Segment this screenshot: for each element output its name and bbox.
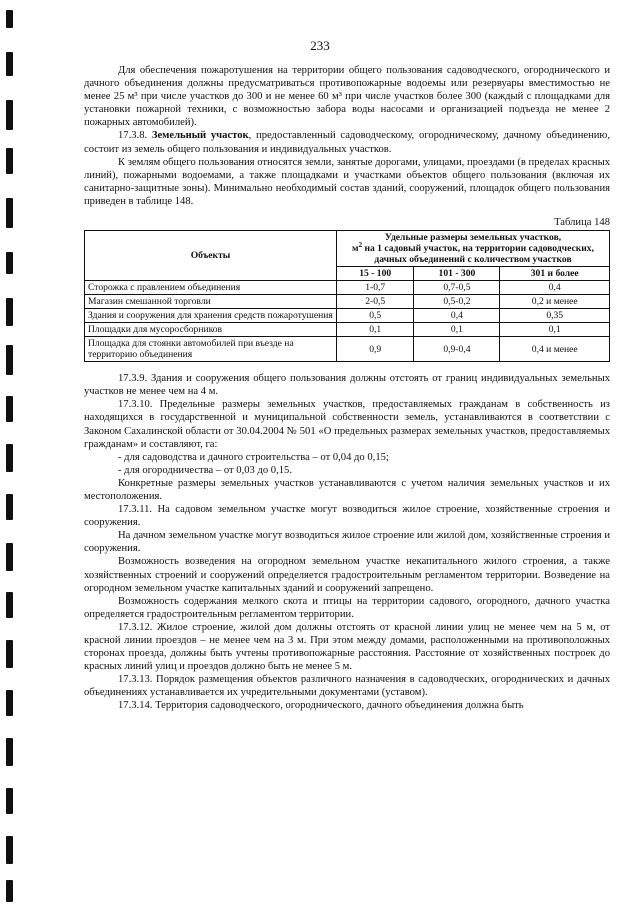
- binding-mark: [6, 100, 13, 130]
- term-heading: Земельный участок: [151, 130, 249, 142]
- table-row: [85, 323, 610, 337]
- binding-mark: [6, 494, 13, 520]
- cell-value: 0,9: [337, 337, 414, 362]
- header-group-rest: на 1 садовый участок, на территории садоводческих, дачных объединений с количеством участков: [362, 243, 594, 266]
- binding-mark: [6, 396, 13, 422]
- binding-mark: [6, 10, 13, 28]
- table-row: [85, 281, 610, 295]
- row-name: Площадки для мусоросборников: [85, 323, 337, 337]
- subheader-101-300: 101 - 300: [414, 267, 500, 281]
- binding-mark: [6, 592, 13, 618]
- binding-mark: [6, 345, 13, 375]
- paragraph-17-3-14: 17.3.14. Территория садоводческого, огороднического, дачного объединения должна быть: [118, 700, 524, 712]
- cell-value: 0,4: [414, 309, 500, 323]
- binding-mark: [6, 252, 13, 274]
- cell-value: 0,1: [500, 323, 610, 337]
- clause-text: , предоставленный садоводческому, огородническому, дачному объединению, состоит из земель общего пользования и индивидуальных участков.: [84, 130, 610, 155]
- cell-value: 0,4: [500, 281, 610, 295]
- paragraph-17-3-8: [84, 129, 610, 155]
- paragraph-17-3-10: 17.3.10. Предельные размеры земельных участков, предоставляемых гражданам в собственность из находящихся в государственной и муниципальной собственности земель, устанавливаются в соответствии с Законом Сахалинской области от 30.04.2004 № 501 «О предельных размерах земельных участков, предоставляемых гражданам» и составляют, га:: [84, 399, 610, 450]
- paragraph-17-3-9: 17.3.9. Здания и сооружения общего пользования должны отстоять от границ индивидуальных земельных участков не менее чем на 4 м.: [84, 373, 610, 398]
- cell-value: 0,7-0,5: [414, 281, 500, 295]
- cell-value: 0,5-0,2: [414, 295, 500, 309]
- header-unit: м: [352, 243, 359, 255]
- binding-mark: [6, 148, 13, 174]
- paragraph-17-3-12: 17.3.12. Жилое строение, жилой дом должны отстоять от красной линии улиц не менее чем на 5 м, от красной линии проездов – не менее чем на 3 м. При этом между домами, расположенными на противоположных сторонах проезда, должны быть учтены противопожарные расстояния. Расстояние от хозяйственных построек до красных линий улиц и проездов должно быть не менее 5 м.: [84, 621, 610, 673]
- binding-mark: [6, 738, 13, 766]
- cell-value: 0,2 и менее: [500, 295, 610, 309]
- row-name: Магазин смешанной торговли: [85, 295, 337, 309]
- subheader-15-100: 15 - 100: [337, 267, 414, 281]
- cell-value: 0,9-0,4: [414, 337, 500, 362]
- binding-mark: [6, 198, 13, 228]
- paragraph: На дачном земельном участке могут возводиться жилое строение или жилой дом, хозяйственные строения и сооружения.: [84, 530, 610, 555]
- binding-strip: [6, 0, 15, 905]
- cell-value: 0,5: [337, 309, 414, 323]
- header-group-line1: Удельные размеры земельных участков,: [384, 232, 562, 244]
- cell-value: 0,1: [337, 323, 414, 337]
- binding-mark: [6, 543, 13, 571]
- page-number: 233: [310, 38, 330, 53]
- header-group: [337, 231, 610, 267]
- header-objects: Объекты: [85, 231, 337, 281]
- cell-value: 0,4 и менее: [500, 337, 610, 362]
- paragraph: Возможность содержания мелкого скота и птицы на территории садового, огородного, дачного участка определяется градостроительным регламентом территории.: [84, 595, 610, 620]
- cell-value: 2-0,5: [337, 295, 414, 309]
- cell-value: 0,35: [500, 309, 610, 323]
- subheader-301-plus: 301 и более: [500, 267, 610, 281]
- page-content: [84, 64, 610, 713]
- table-caption: Таблица 148: [554, 217, 610, 229]
- table-row: [85, 295, 610, 309]
- row-name: Здания и сооружения для хранения средств пожаротушения: [85, 309, 337, 323]
- body-section: [84, 372, 610, 712]
- row-name: Площадка для стоянки автомобилей при въезде на территорию объединения: [85, 337, 337, 362]
- binding-mark: [6, 836, 13, 864]
- table-row: [85, 337, 610, 362]
- binding-mark: [6, 52, 13, 76]
- clause-number: 17.3.8.: [118, 130, 148, 142]
- paragraph: К землям общего пользования относятся земли, занятые дорогами, улицами, проездами (в пределах красных линий), пожарными водоемами, а также площадками и участками объектов общего пользования (включая их санитарно-защитные зоны). Минимально необходимый состав зданий, сооружений, площадок общего пользования приведен в таблице 148.: [84, 156, 610, 207]
- paragraph: Конкретные размеры земельных участков устанавливаются с учетом наличия земельных участков и их местоположения.: [84, 477, 610, 502]
- binding-mark: [6, 690, 13, 716]
- list-item: - для садоводства и дачного строительства – от 0,04 до 0,15;: [118, 451, 389, 463]
- header-unit-sup: 2: [358, 240, 363, 249]
- list-item: - для огородничества – от 0,03 до 0,15.: [118, 464, 292, 476]
- binding-mark: [6, 788, 13, 814]
- paragraph: Для обеспечения пожаротушения на территории общего пользования садоводческого, огороднического и дачного объединения должны предусматриваться противопожарные водоемы или резервуары вместимостью не менее 25 м³ при числе участков до 300 и не менее 60 м³ при числе участков более 300 (каждый с площадками для установки пожарной техники, с возможностью забора воды насосами и организацией подъезда не менее 2 пожарных автомобилей).: [84, 65, 610, 129]
- paragraph-17-3-11: 17.3.11. На садовом земельном участке могут возводиться жилое строение, хозяйственные строения и сооружения.: [84, 504, 610, 529]
- row-name: Сторожка с правлением объединения: [85, 281, 337, 295]
- binding-mark: [6, 640, 13, 668]
- paragraph: Возможность возведения на огородном земельном участке некапитального жилого строения, а также хозяйственных строений и сооружений определяется градостроительным регламентом территории. Возведение на огородном земельном участке капитальных зданий и сооружений запрещено.: [84, 556, 610, 594]
- sizes-table: [84, 230, 610, 362]
- binding-mark: [6, 880, 13, 902]
- binding-mark: [6, 444, 13, 472]
- cell-value: 1-0,7: [337, 281, 414, 295]
- paragraph-17-3-13: 17.3.13. Порядок размещения объектов различного назначения в садоводческих, огороднических и дачных объединениях устанавливается их учредительными документами (уставом).: [84, 674, 610, 699]
- table-row: [85, 309, 610, 323]
- binding-mark: [6, 298, 13, 326]
- cell-value: 0,1: [414, 323, 500, 337]
